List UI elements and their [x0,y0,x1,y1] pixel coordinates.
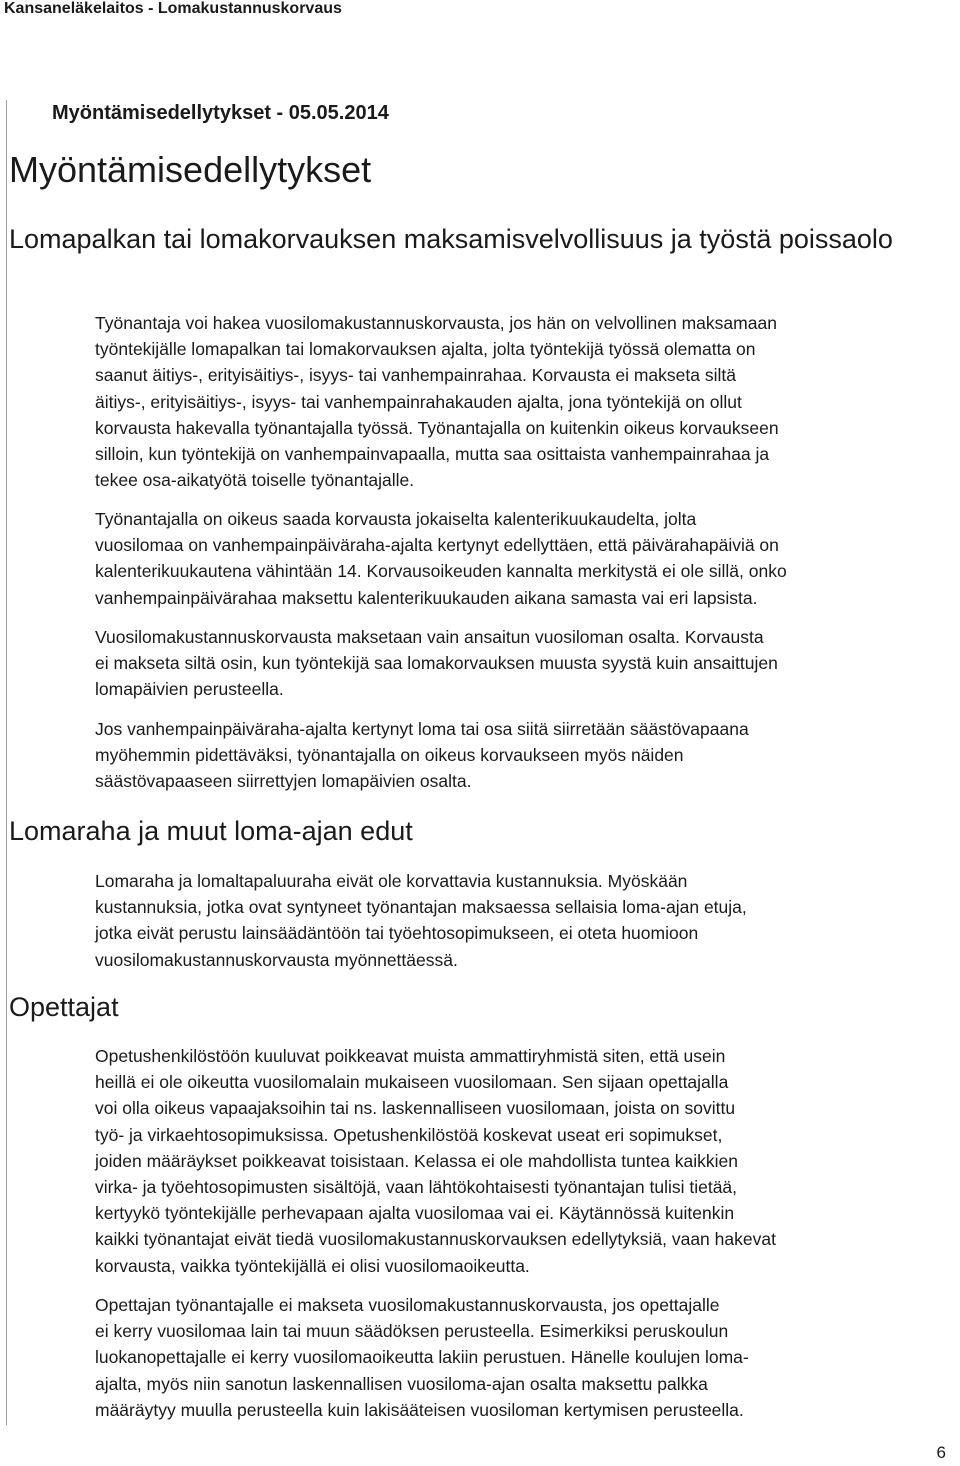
text-line: luokanopettajalle ei kerry vuosilomaoikeutta lakiin perustuen. Hänelle koulujen loma- [95,1347,749,1368]
text-line: kalenterikuukautena vähintään 14. Korvausoikeuden kannalta merkitystä ei ole sillä, onko [95,561,787,582]
text-line: Jos vanhempainpäiväraha-ajalta kertynyt loma tai osa siitä siirretään säästövapaana [95,719,749,739]
paragraph [95,624,955,703]
text-line: jotka eivät perustu lainsäädäntöön tai työehtosopimukseen, ei oteta huomioon [95,923,699,944]
text-line: Opetushenkilöstöön kuuluvat poikkeavat muista ammattiryhmistä siten, että usein [95,1046,726,1066]
text-line: Työnantaja voi hakea vuosilomakustannuskorvausta, jos hän on velvollinen maksamaan [95,313,777,333]
paragraph [95,1043,955,1279]
text-line: äitiys-, erityisäitiys-, isyys- tai vanhempainrahakauden ajalta, jona työntekijä on ollut [95,391,742,412]
section-heading-lomapalkka: Lomapalkan tai lomakorvauksen maksamisvelvollisuus ja työstä poissaolo [9,224,893,254]
running-header: Kansaneläkelaitos - Lomakustannuskorvaus [4,0,342,17]
text-line: määräytyy muulla perusteella kuin lakisääteisen vuosiloman kertymisen perusteella. [95,1399,744,1420]
text-line: vuosilomakustannuskorvausta myönnettäessä. [95,949,458,970]
text-line: lomapäivien perusteella. [95,679,284,700]
text-line: ajalta, myös niin sanotun laskennallisen vuosiloma-ajan osalta maksettu palkka [95,1373,708,1394]
text-line: heillä ei ole oikeutta vuosilomalain mukaiseen vuosilomaan. Sen sijaan opettajalla [95,1072,729,1093]
text-line: silloin, kun työntekijä on vanhempainvapaalla, mutta saa osittaista vanhempainrahaa ja [95,444,770,465]
text-line: vuosilomaa on vanhempainpäiväraha-ajalta kertynyt edellyttäen, että päivärahapäiviä on [95,535,779,556]
text-line: myöhemmin pidettäväksi, työnantajalla on oikeus korvaukseen myös näiden [95,745,684,766]
left-margin-rule [6,100,7,1425]
page-number: 6 [936,1443,946,1462]
text-line: voi olla oikeus vapaajaksoihin tai ns. laskennalliseen vuosilomaan, joista on sovittu [95,1098,736,1119]
text-line: virka- ja työehtosopimusten sisältöjä, vaan lähtökohtaisesti työnantajan tulisi tietää, [95,1177,738,1198]
text-line: kertyykö työntekijälle perhevapaan ajalta vuosilomaa vai ei. Käytännössä kuitenkin [95,1203,735,1224]
paragraph [95,1292,955,1423]
text-line: Työnantajalla on oikeus saada korvausta jokaiselta kalenterikuukaudelta, jolta [95,509,697,529]
text-line: kaikki työnantajat eivät tiedä vuosilomakustannuskorvauksen edellytyksiä, vaan hakevat [95,1229,776,1250]
text-line: ei makseta siltä osin, kun työntekijä saa lomakorvauksen muusta syystä kuin ansaittujen [95,653,778,674]
text-line: Lomaraha ja lomaltapaluuraha eivät ole korvattavia kustannuksia. Myöskään [95,871,688,891]
paragraph [95,310,955,493]
text-line: työntekijälle lomapalkan tai lomakorvauksen ajalta, jolta työntekijä työssä olematta on [95,339,756,360]
document-subtitle: Myöntämisedellytykset - 05.05.2014 [52,102,389,124]
text-line: korvausta hakevalla työnantajalla työssä. Työnantajalla on kuitenkin oikeus korvaukseen [95,417,779,438]
text-line: vanhempainpäivärahaa maksettu kalenterikuukauden aikana samasta vai eri lapsista. [95,587,758,608]
text-line: tekee osa-aikatyötä toiselle työnantajalle. [95,470,415,491]
text-line: saanut äitiys-, erityisäitiys-, isyys- tai vanhempainrahaa. Korvausta ei makseta siltä [95,365,736,386]
paragraph [95,868,955,973]
text-line: ei kerry vuosilomaa lain tai muun säädöksen perusteella. Esimerkiksi peruskoulun [95,1321,729,1342]
section-heading-lomaraha: Lomaraha ja muut loma-ajan edut [9,816,413,846]
text-line: korvausta, vaikka työntekijällä ei olisi vuosilomaoikeutta. [95,1255,530,1276]
text-line: kustannuksia, jotka ovat syntyneet työnantajan maksaessa sellaisia loma-ajan etuja, [95,897,747,918]
text-line: työ- ja virkaehtosopimuksissa. Opetushenkilöstöä koskevat useat eri sopimukset, [95,1124,723,1145]
paragraph [95,716,955,795]
page-title: Myöntämisedellytykset [9,149,372,190]
paragraph [95,506,955,611]
text-line: joiden määräykset poikkeavat toisistaan. Kelassa ei ole mahdollista tuntea kaikkien [95,1150,738,1171]
text-line: säästövapaaseen siirrettyjen lomapäivien osalta. [95,771,472,792]
text-line: Opettajan työnantajalle ei makseta vuosilomakustannuskorvausta, jos opettajalle [95,1295,720,1315]
section-heading-opettajat: Opettajat [9,992,119,1022]
text-line: Vuosilomakustannuskorvausta maksetaan vain ansaitun vuosiloman osalta. Korvausta [95,627,764,647]
